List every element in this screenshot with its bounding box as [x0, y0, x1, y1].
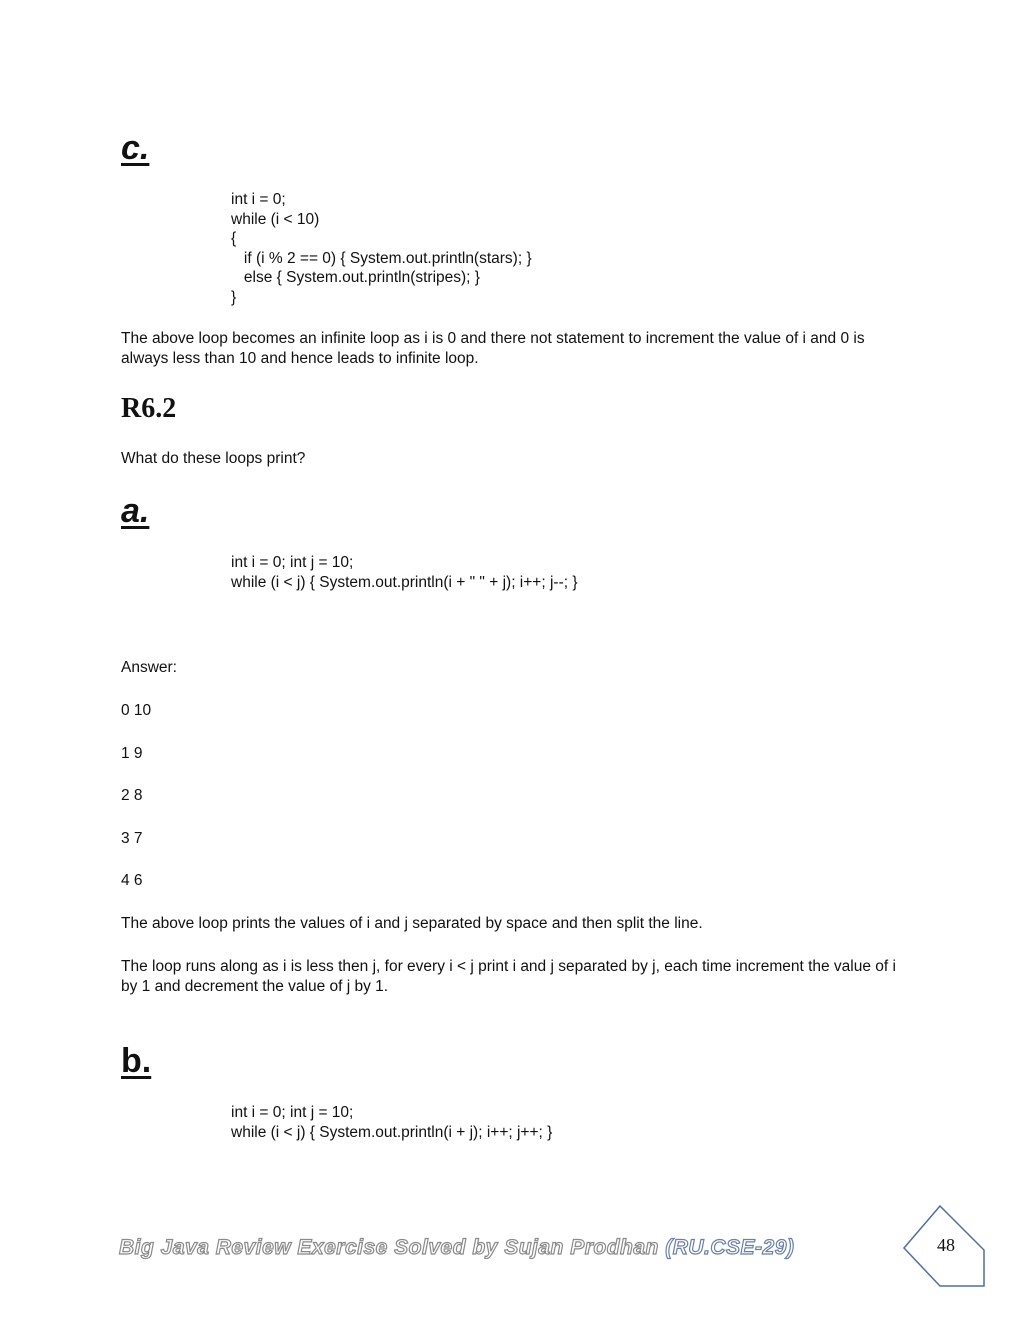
footer-title-suffix: (RU.CSE-29)	[665, 1236, 795, 1259]
code-line: int i = 0; int j = 10;	[231, 1104, 354, 1121]
page-number-badge	[900, 1200, 990, 1292]
code-line: int i = 0;	[231, 191, 286, 208]
code-line: while (i < 10)	[231, 210, 320, 228]
footer-title-main: Big Java Review Exercise Solved by Sujan Prodhan	[119, 1236, 659, 1259]
footer-title	[119, 1236, 794, 1260]
section-a-heading: a.	[121, 492, 150, 530]
section-c-code-block	[231, 190, 532, 307]
code-line: int i = 0; int j = 10;	[231, 554, 354, 571]
section-c-heading: c.	[121, 129, 150, 167]
section-c-explanation: The above loop becomes an infinite loop as i is 0 and there not statement to increment the value of i and 0 is always less than 10 and hence leads to infinite loop.	[121, 330, 865, 367]
output-line: 3 7	[121, 830, 143, 847]
code-line: while (i < j) { System.out.println(i + " " + j); i++; j--; }	[231, 573, 578, 591]
output-line: 1 9	[121, 745, 143, 762]
output-line: 0 10	[121, 702, 152, 719]
code-line: while (i < j) { System.out.println(i + j); i++; j++; }	[231, 1123, 553, 1141]
exercise-question: What do these loops print?	[121, 450, 306, 467]
output-line: 4 6	[121, 872, 143, 889]
answer-label: Answer:	[121, 659, 177, 676]
page-number: 48	[937, 1235, 955, 1255]
section-a-code-block	[231, 553, 578, 592]
section-b-heading: b.	[121, 1042, 152, 1080]
code-line: {	[231, 230, 237, 247]
exercise-heading: R6.2	[121, 393, 177, 424]
section-b-code-block	[231, 1103, 552, 1142]
code-line: else { System.out.println(stripes); }	[231, 269, 480, 286]
code-line: }	[231, 288, 237, 306]
section-a-explanation-2: The loop runs along as i is less then j, for every i < j print i and j separated by j, each time increment the value of i by 1 and decrement the value of j by 1.	[121, 958, 896, 995]
section-a-explanation-1: The above loop prints the values of i and j separated by space and then split the line.	[121, 915, 703, 932]
code-line: if (i % 2 == 0) { System.out.println(stars); }	[231, 249, 532, 267]
output-line: 2 8	[121, 787, 143, 804]
